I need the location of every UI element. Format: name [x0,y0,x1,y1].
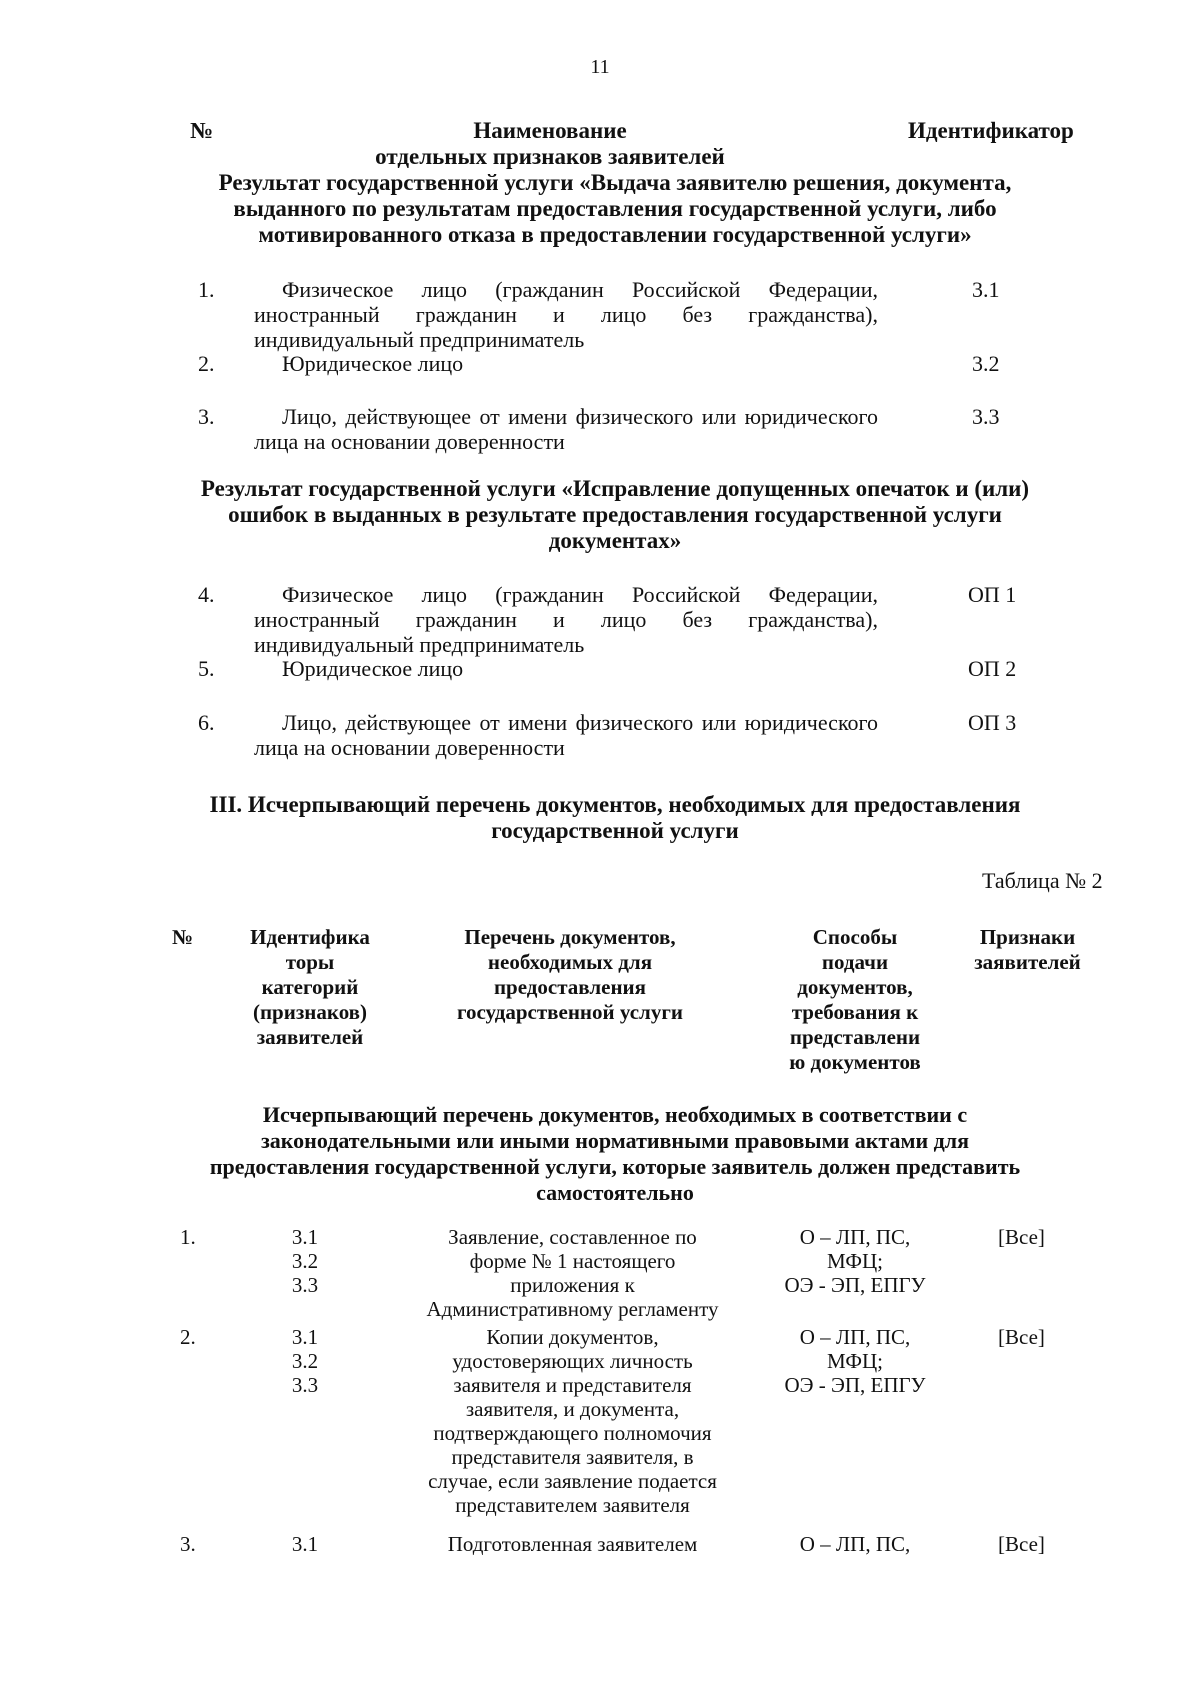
section2-title-line: Результат государственной услуги «Исправление допущенных опечаток и (или) [200,476,1030,501]
table2-header-methods [760,925,950,1075]
row-4-text: Физическое лицо (гражданин Российской Федерации, иностранный гражданин и лицо без гражданства), индивидуальный предприниматель [254,582,878,657]
row-6-text: Лицо, действующее от имени физического или юридического лица на основании доверенности [254,710,878,760]
row-method-line: МФЦ; [827,1349,883,1373]
row-method-line: ОЭ - ЭП, ЕПГУ [784,1373,926,1397]
table2-row-2-doc [400,1325,745,1517]
row-id: 3.1 [291,1325,319,1349]
row-3-id: 3.3 [972,404,1000,429]
row-doc-line: подтверждающего полномочия [433,1421,712,1445]
section1-title [150,170,1080,248]
section1-title-line: выданного по результатам предоставления государственной услуги, либо [233,196,997,221]
header-methods-line: ю документов [789,1050,921,1074]
row-doc-line: случае, если заявление подается [428,1469,717,1493]
header-docs-line: предоставления [493,975,647,999]
header-ids-line: торы [285,950,335,974]
header-ids-line: (признаков) [252,1000,368,1024]
row-id: 3.1 [291,1532,319,1556]
section1-title-line: мотивированного отказа в предоставлении государственной услуги» [258,222,972,247]
section2-title-line: документах» [548,528,682,553]
table2-row-3-methods [760,1532,950,1556]
table2-row-1-doc [400,1225,745,1321]
row-4-id: ОП 1 [968,582,1017,607]
header-methods-line: представлени [789,1025,921,1049]
row-id: 3.2 [291,1249,319,1273]
table2-header-docs [410,925,730,1025]
row-3-num: 3. [198,404,215,429]
table2-row-2-num: 2. [180,1325,196,1349]
table1-header-name-line1: Наименование [473,118,627,143]
row-1-text: Физическое лицо (гражданин Российской Федерации, иностранный гражданин и лицо без гражданства), индивидуальный предприниматель [254,277,878,352]
row-method-line: О – ЛП, ПС, [799,1532,911,1556]
table2-header-ids [220,925,400,1050]
table2-row-2-signs: [Все] [998,1325,1045,1349]
section3-title-line: государственной услуги [491,818,739,843]
header-methods-line: требования к [791,1000,919,1024]
table2-subtitle-line: предоставления государственной услуги, которые заявитель должен представить [209,1154,1021,1179]
row-doc-line: Копии документов, [486,1325,659,1349]
row-6-num: 6. [198,710,215,735]
row-doc-line: представителем заявителя [455,1493,690,1517]
row-method-line: МФЦ; [827,1249,883,1273]
row-doc-line: форме № 1 настоящего [469,1249,676,1273]
row-5-id: ОП 2 [968,656,1017,681]
header-ids-line: заявителей [256,1025,364,1049]
section1-title-line: Результат государственной услуги «Выдача заявителю решения, документа, [218,170,1012,195]
header-ids-line: категорий [261,975,359,999]
row-2-num: 2. [198,351,215,376]
row-3-text: Лицо, действующее от имени физического или юридического лица на основании доверенности [254,404,878,454]
section3-title-line: III. Исчерпывающий перечень документов, необходимых для предоставления [209,792,1021,817]
row-5-num: 5. [198,656,215,681]
header-methods-line: подачи [821,950,889,974]
table1-header-num: № [190,118,214,143]
row-doc-line: заявителя и представителя [453,1373,692,1397]
row-id: 3.3 [291,1273,319,1297]
table2-row-1-ids [270,1225,340,1297]
table2-row-1-num: 1. [180,1225,196,1249]
table2-subtitle [150,1102,1080,1206]
header-methods-line: документов, [797,975,913,999]
table2-header-signs [955,925,1100,975]
table1-header-name-line2: отдельных признаков заявителей [375,144,725,169]
table2-subtitle-line: самостоятельно [536,1180,694,1205]
table2-row-3-doc [400,1532,745,1556]
row-doc-line: представителя заявителя, в [451,1445,694,1469]
header-docs-line: государственной услуги [457,1000,683,1024]
row-doc-line: Заявление, составленное по [448,1225,697,1249]
row-method-line: О – ЛП, ПС, [799,1325,911,1349]
header-ids-line: Идентифика [250,925,370,949]
row-id: 3.3 [291,1373,319,1397]
row-4-num: 4. [198,582,215,607]
row-doc-line: Подготовленная заявителем [447,1532,698,1556]
row-2-id: 3.2 [972,351,1000,376]
row-method-line: ОЭ - ЭП, ЕПГУ [784,1273,926,1297]
row-6-id: ОП 3 [968,710,1017,735]
table2-subtitle-line: Исчерпывающий перечень документов, необходимых в соответствии с [262,1102,968,1127]
table2-row-1-methods [760,1225,950,1297]
row-doc-line: приложения к [510,1273,635,1297]
table2-row-3-ids [270,1532,340,1556]
header-signs-line: Признаки [979,925,1076,949]
table2-row-3-signs: [Все] [998,1532,1045,1556]
row-1-id: 3.1 [972,277,1000,302]
table2-header-num: № [172,925,194,949]
header-docs-line: необходимых для [487,950,653,974]
row-method-line: О – ЛП, ПС, [799,1225,911,1249]
row-doc-line: Административному регламенту [426,1297,719,1321]
header-docs-line: Перечень документов, [464,925,676,949]
row-2-text: Юридическое лицо [282,351,464,376]
section2-title [150,476,1080,554]
section2-title-line: ошибок в выданных в результате предоставления государственной услуги [228,502,1002,527]
header-signs-line: заявителей [974,950,1081,974]
row-doc-line: заявителя, и документа, [465,1397,680,1421]
table2-row-2-ids [270,1325,340,1397]
table2-subtitle-line: законодательными или иными нормативными правовыми актами для [260,1128,970,1153]
table2-row-1-signs: [Все] [998,1225,1045,1249]
row-5-text: Юридическое лицо [282,656,464,681]
row-1-num: 1. [198,277,215,302]
table2-row-3-num: 3. [180,1532,196,1556]
row-id: 3.1 [291,1225,319,1249]
row-id: 3.2 [291,1349,319,1373]
table-label: Таблица № 2 [982,868,1103,893]
row-doc-line: удостоверяющих личность [452,1349,693,1373]
table2-row-2-methods [760,1325,950,1397]
table1-header-id: Идентификатор [908,118,1074,143]
header-methods-line: Способы [812,925,898,949]
page-number: 11 [590,56,610,78]
section3-title [150,792,1080,844]
